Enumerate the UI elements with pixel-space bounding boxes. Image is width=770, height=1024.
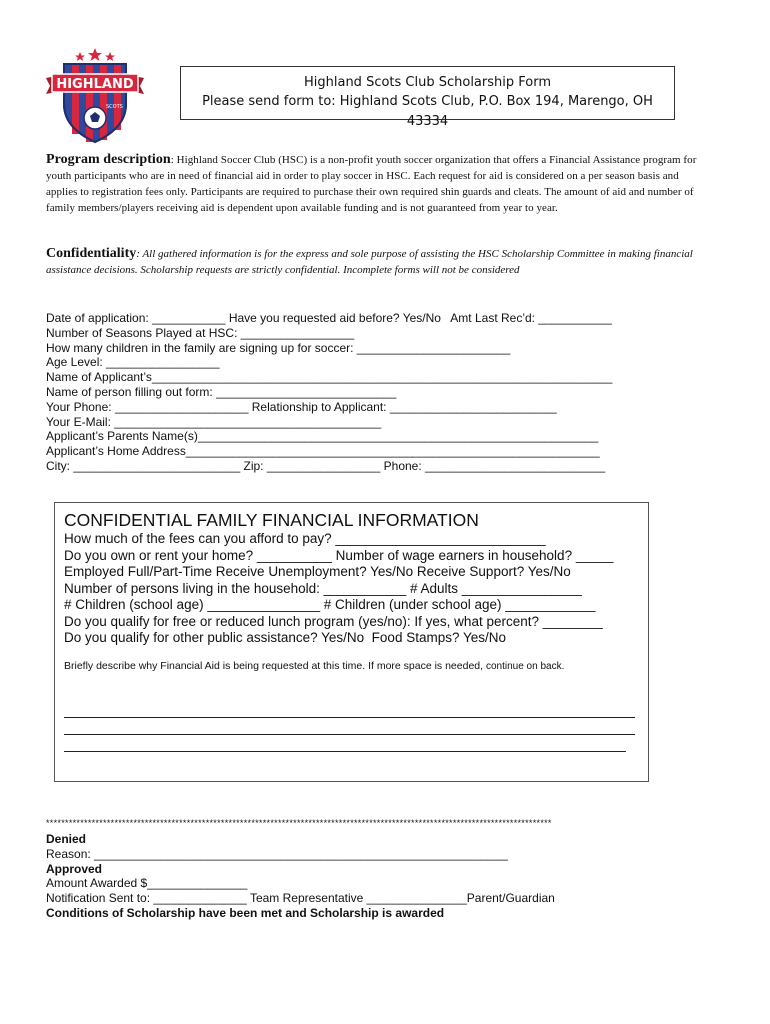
field-home-address[interactable]: Applicant’s Home Address______________________________________________________________	[46, 444, 600, 459]
question-public-assistance[interactable]: Do you qualify for other public assistance? Yes/No Food Stamps? Yes/No	[64, 630, 507, 645]
field-parents-names[interactable]: Applicant’s Parents Name(s)____________________________________________________________	[46, 429, 599, 444]
program-description-label: Program description	[46, 152, 171, 167]
confidentiality-text: : All gathered information is for the express and sole purpose of assisting the HSC Scholarship Committee in making financial assistance decisions. Scholarship requests are strictly confidential. Incomplete forms will not be considered	[46, 248, 693, 276]
field-age-level[interactable]: Age Level: _________________	[46, 355, 220, 370]
logo-text: HIGHLAND	[56, 77, 134, 92]
denied-label: Denied	[46, 832, 87, 846]
program-description	[46, 152, 706, 216]
description-line-1[interactable]	[64, 717, 635, 718]
question-lunch-program[interactable]: Do you qualify for free or reduced lunch program (yes/no): If yes, what percent? ________	[64, 613, 603, 629]
field-city-zip-phone[interactable]: City: _________________________ Zip: _________________ Phone: ___________________________	[46, 458, 606, 473]
financial-questions	[64, 531, 613, 647]
field-amount-awarded[interactable]: Amount Awarded $_______________	[46, 876, 248, 891]
highland-scots-logo	[44, 46, 146, 146]
field-children-signing-up[interactable]: How many children in the family are signing up for soccer: _______________________	[46, 340, 511, 355]
approved-label: Approved	[46, 861, 103, 876]
applicant-fields	[46, 311, 686, 474]
field-date-of-application[interactable]: Date of application: ___________ Have you requested aid before? Yes/No Amt Last Rec’d: ___________	[46, 311, 612, 325]
field-email[interactable]: Your E-Mail: ________________________________________	[46, 414, 382, 429]
question-employment[interactable]: Employed Full/Part-Time Receive Unemployment? Yes/No Receive Support? Yes/No	[64, 564, 571, 579]
banner-icon	[46, 74, 144, 94]
form-address: Please send form to: Highland Scots Club, P.O. Box 194, Marengo, OH 43334	[202, 94, 653, 129]
description-line-2[interactable]	[64, 734, 635, 735]
field-reason[interactable]: Reason: ______________________________________________________________	[46, 846, 508, 861]
field-notification-sent[interactable]: Notification Sent to: ______________ Team Representative _______________Parent/Guardian	[46, 891, 555, 906]
soccer-ball-icon	[84, 107, 106, 129]
form-title-box	[180, 66, 675, 129]
confidentiality-label: Confidentiality	[46, 246, 137, 261]
field-seasons-played[interactable]: Number of Seasons Played at HSC: _________________	[46, 325, 355, 340]
program-description-text: : Highland Soccer Club (HSC) is a non-profit youth soccer organization that offers a Financial Assistance program for youth participants who are in need of financial aid in order to play soccer in HSC. Each request for aid is considered on a per season basis and applies to registration fees only. Participants are required to purchase their own required shin guards and cleats. The amount of aid and number of family members/players receiving aid is dependent upon available funding and is not guaranteed from year to year.	[46, 154, 697, 214]
field-phone-relationship[interactable]: Your Phone: ____________________ Relationship to Applicant: _________________________	[46, 399, 557, 414]
form-title: Highland Scots Club Scholarship Form	[303, 75, 552, 90]
question-children[interactable]: # Children (school age) _______________ # Children (under school age) ____________	[64, 597, 596, 612]
description-line-3[interactable]	[64, 751, 626, 752]
conditions-statement: Conditions of Scholarship have been met and Scholarship is awarded	[46, 905, 445, 920]
question-fees-afford[interactable]: How much of the fees can you afford to pay? ____________________________	[64, 531, 546, 546]
star-icon	[75, 48, 115, 61]
logo-small-text: SCOTS	[106, 104, 123, 110]
field-person-filling-form[interactable]: Name of person filling out form: ___________________________	[46, 384, 397, 399]
office-use-divider: *************************************************************************************************************************************	[46, 818, 552, 828]
question-own-rent[interactable]: Do you own or rent your home? __________ Number of wage earners in household? _____	[64, 547, 614, 563]
financial-info-box	[54, 502, 649, 782]
question-household-size[interactable]: Number of persons living in the household: ___________ # Adults ________________	[64, 580, 582, 596]
financial-aid-description-prompt: Briefly describe why Financial Aid is being requested at this time. If more space is needed, continue on back.	[64, 660, 565, 672]
confidentiality	[46, 246, 706, 278]
office-use-section	[46, 832, 555, 921]
field-applicant-name[interactable]: Name of Applicant’s_____________________________________________________________________	[46, 370, 613, 385]
financial-info-title: CONFIDENTIAL FAMILY FINANCIAL INFORMATION	[64, 510, 479, 530]
